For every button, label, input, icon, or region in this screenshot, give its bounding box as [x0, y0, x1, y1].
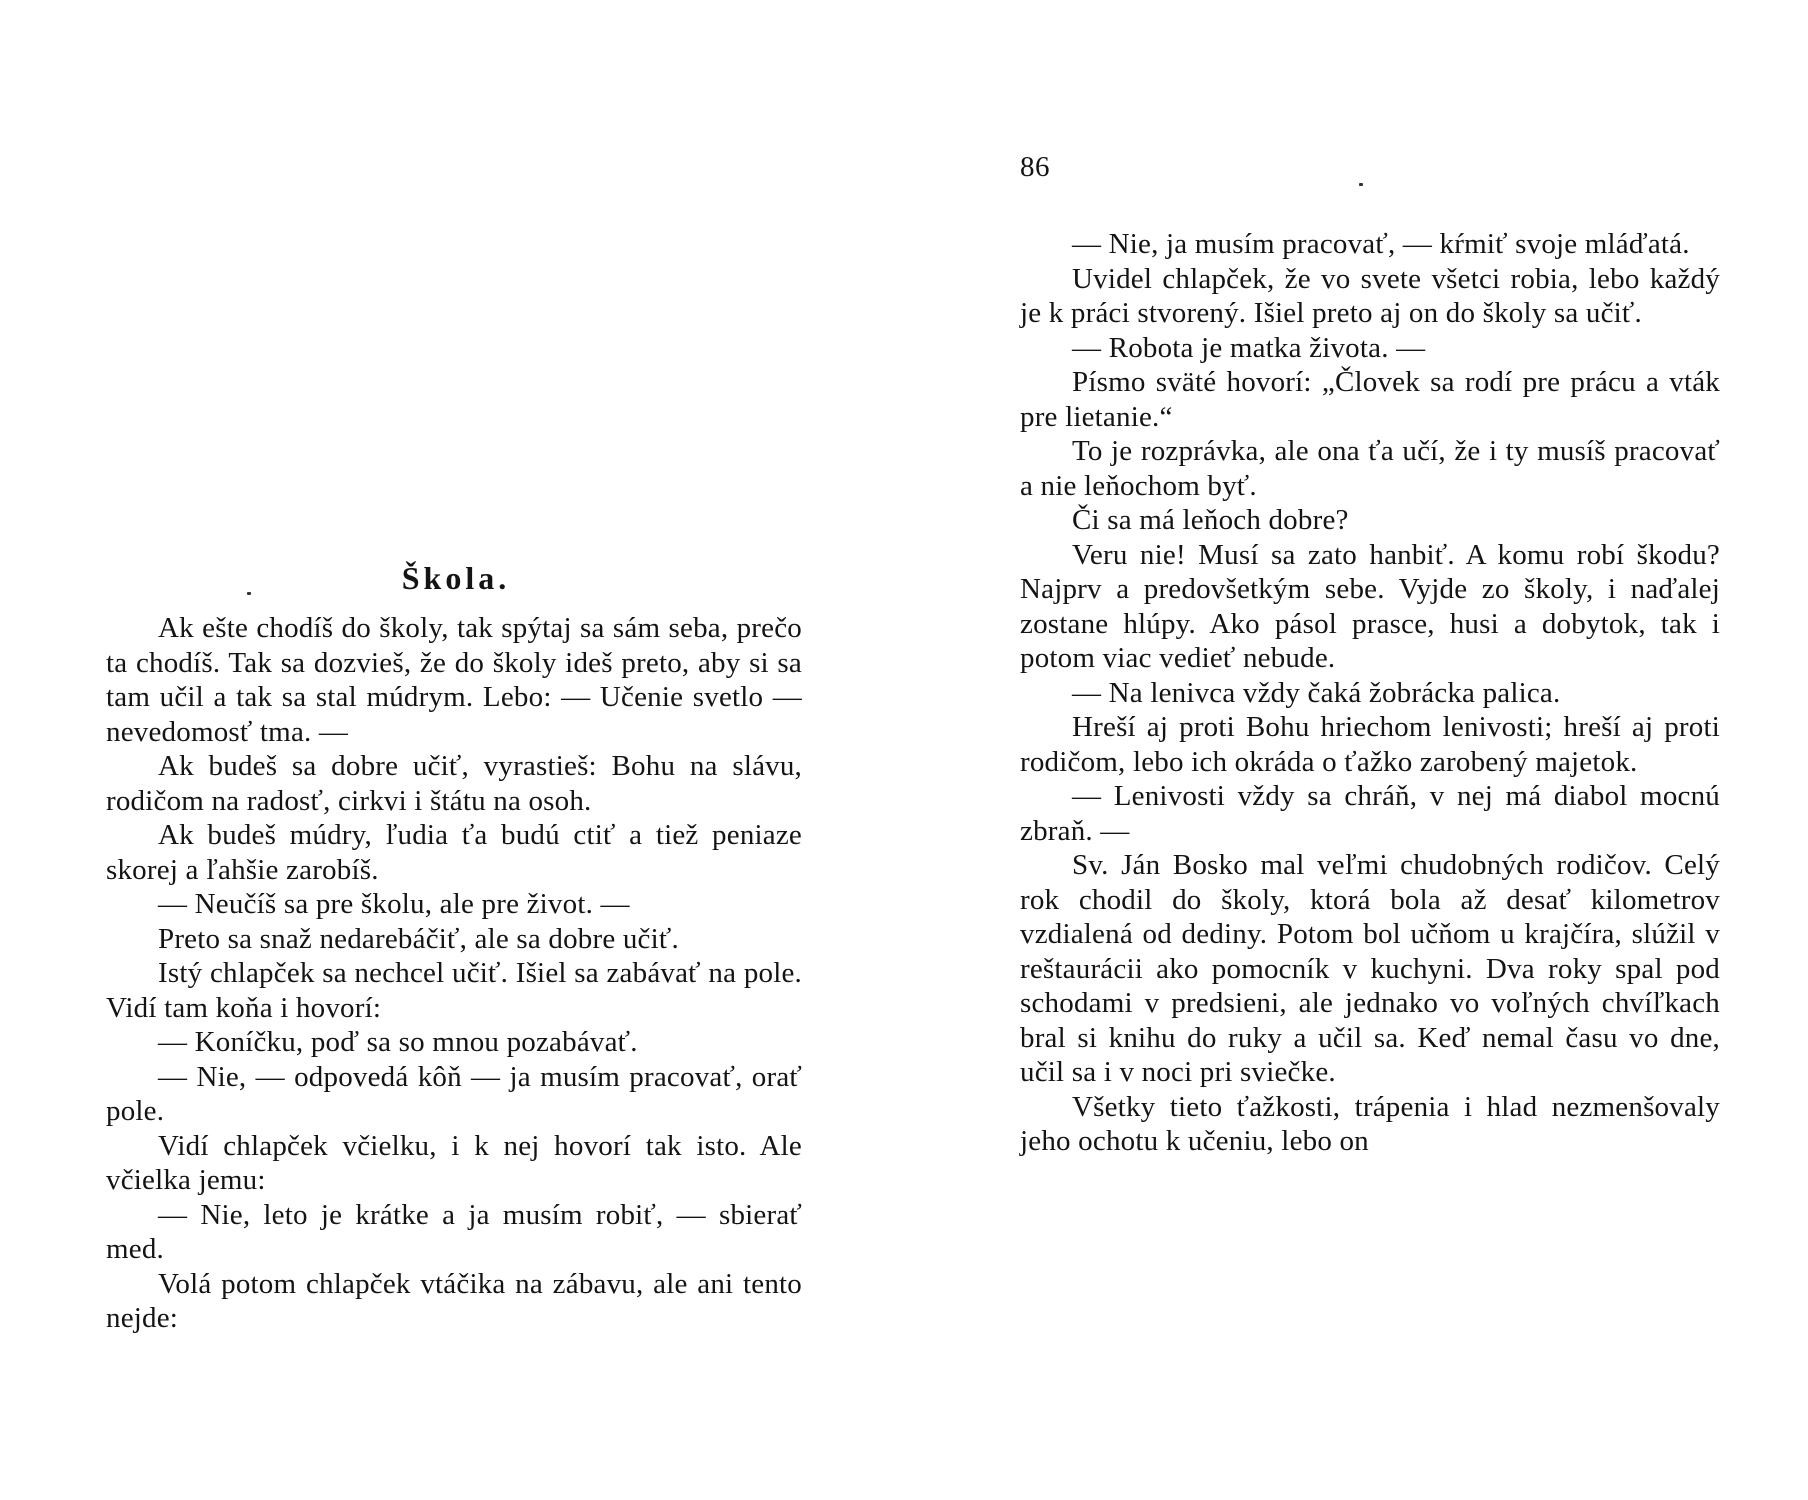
paragraph: Veru nie! Musí sa zato hanbiť. A komu robí škodu? Najprv a predovšetkým sebe. Vyjde zo školy, i naďalej zostane hlúpy. Ako pásol prasce, husi a dobytok, tak i potom viac vedieť nebude.: [1020, 538, 1720, 674]
left-page-text: [106, 611, 802, 1336]
paragraph: Volá potom chlapček vtáčika na zábavu, ale ani tento nejde:: [106, 1267, 802, 1334]
paragraph: Vidí chlapček včielku, i k nej hovorí tak isto. Ale včielka jemu:: [106, 1129, 802, 1196]
right-page: [1020, 0, 1724, 1500]
paragraph: — Nie, — odpovedá kôň — ja musím pracovať, orať pole.: [106, 1060, 802, 1127]
paragraph: Ak budeš múdry, ľudia ťa budú ctiť a tiež peniaze skorej a ľahšie zarobíš.: [106, 819, 802, 886]
paragraph: Ak budeš sa dobre učiť, vyrastieš: Bohu na slávu, rodičom na radosť, cirkvi i štátu na osoh.: [106, 750, 802, 817]
right-page-text: [1020, 227, 1720, 1159]
paragraph: — Koníčku, poď sa so mnou pozabávať.: [158, 1026, 638, 1058]
paragraph: — Na lenivca vždy čaká žobrácka palica.: [1072, 676, 1561, 709]
paragraph: — Neučíš sa pre školu, ale pre život. —: [158, 888, 630, 920]
paragraph: Sv. Ján Bosko mal veľmi chudobných rodičov. Celý rok chodil do školy, ktorá bola až desať kilometrov vzdialená od dediny. Potom bol učňom u krajčíra, slúžil v reštaurácii ako pomocník v kuchyni. Dva roky spal pod schodami v predsieni, ale jednako vo voľných chvíľkach bral si knihu do ruky a učil sa. Keď nemal času vo dne, učil sa i v noci pri sviečke.: [1020, 849, 1720, 1088]
paragraph: Písmo sväté hovorí: „Človek sa rodí pre prácu a vták pre lietanie.“: [1020, 366, 1720, 433]
paragraph: Uvidel chlapček, že vo svete všetci robia, lebo každý je k práci stvorený. Išiel preto aj on do školy sa učiť.: [1020, 262, 1720, 329]
paragraph: Všetky tieto ťažkosti, trápenia i hlad nezmenšovaly jeho ochotu k učeniu, lebo on: [1020, 1090, 1720, 1157]
paragraph: Hreší aj proti Bohu hriechom lenivosti; hreší aj proti rodičom, lebo ich okráda o ťažko zarobený majetok.: [1020, 711, 1720, 778]
paragraph: Preto sa snaž nedarebáčiť, ale sa dobre učiť.: [158, 922, 679, 955]
paragraph: — Nie, leto je krátke a ja musím robiť, — sbierať med.: [106, 1198, 802, 1265]
paragraph: Istý chlapček sa nechcel učiť. Išiel sa zabávať na pole. Vidí tam koňa i hovorí:: [106, 957, 802, 1024]
paragraph: Či sa má leňoch dobre?: [1072, 504, 1349, 536]
paragraph: Ak ešte chodíš do školy, tak spýtaj sa sám seba, prečo ta chodíš. Tak sa dozvieš, že do školy ideš preto, aby si sa tam učil a tak sa stal múdrym. Lebo: — Učenie svetlo — nevedomosť tma. —: [106, 612, 802, 748]
paragraph: — Lenivosti vždy sa chráň, v nej má diabol mocnú zbraň. —: [1020, 780, 1720, 847]
print-speck: [1359, 183, 1363, 186]
paragraph: To je rozprávka, ale ona ťa učí, že i ty musíš pracovať a nie leňochom byť.: [1020, 435, 1720, 502]
left-page: [106, 0, 806, 1500]
page-number: 86: [1020, 151, 1050, 183]
paragraph: — Robota je matka života. —: [1072, 331, 1426, 364]
print-speck: [247, 592, 251, 595]
chapter-title: Škola.: [401, 560, 511, 597]
paragraph: — Nie, ja musím pracovať, — kŕmiť svoje mláďatá.: [1072, 228, 1690, 260]
